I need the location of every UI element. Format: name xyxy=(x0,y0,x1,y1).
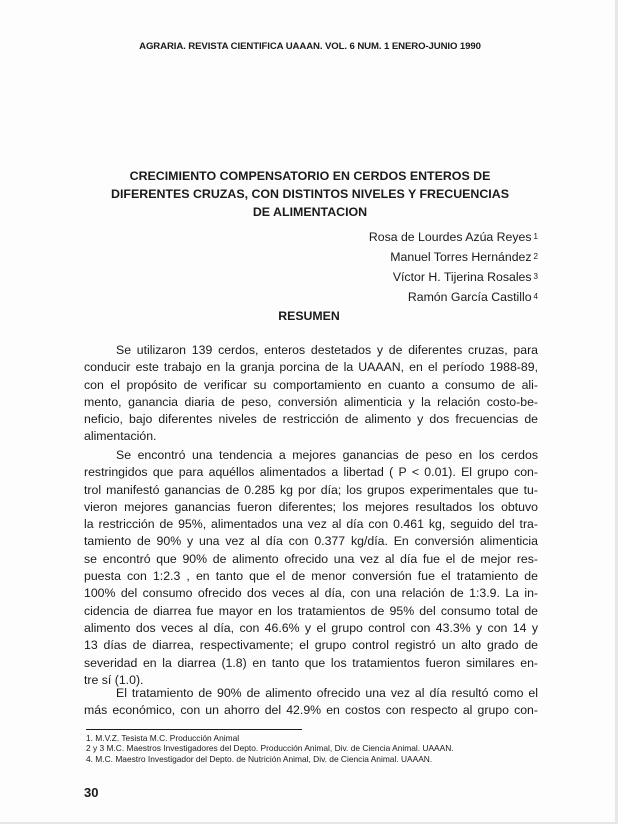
abstract-paragraph xyxy=(84,447,538,689)
author-line xyxy=(369,248,538,268)
text-line: la restricción de 95%, alimentados una vez al día con 0.461 kg, seguido del tra- xyxy=(84,517,538,532)
abstract-paragraph xyxy=(84,685,538,720)
author-footnote-mark: 2 xyxy=(533,252,538,261)
text-line: trol manifestó ganancias de 0.285 kg por día; los grupos experimentales que tu- xyxy=(84,482,538,497)
text-line: cidencia de diarrea fue mayor en los tratamientos de 95% del consumo total de xyxy=(84,603,538,618)
author-footnote-mark: 3 xyxy=(533,272,538,281)
author-line xyxy=(369,228,538,248)
author-name: Manuel Torres Hernández xyxy=(390,250,532,264)
text-line: conducir este trabajo en la granja porcina de la UAAAN, en el período 1988-89, xyxy=(84,360,538,375)
footnote-divider xyxy=(86,729,302,730)
footnotes xyxy=(86,733,546,764)
article-title xyxy=(70,167,550,221)
text-line: alimentación. xyxy=(84,429,157,444)
text-line: neficio, bajo diferentes niveles de restricción de alimento y dos frecuencias de xyxy=(84,412,538,427)
author-line xyxy=(369,288,538,308)
text-line: 13 días de diarrea, respectivamente; el grupo control registró un alto grado de xyxy=(84,638,538,653)
footnote: 1. M.V.Z. Tesista M.C. Producción Animal xyxy=(86,733,240,743)
text-line: Se utilizaron 139 cerdos, enteros destetados y de diferentes cruzas, para xyxy=(116,343,538,357)
footnote: 4. M.C. Maestro Investigador del Depto. de Nutrición Animal, Div. de Ciencia Animal. UAAAN. xyxy=(86,753,433,764)
text-line: tamiento de 90% y una vez al día con 0.377 kg/día. En conversión alimenticia xyxy=(84,534,538,549)
author-list xyxy=(369,228,538,308)
text-line: con el propósito de verificar su comportamiento en cuanto a consumo de ali- xyxy=(84,377,538,392)
author-footnote-mark: 1 xyxy=(533,232,538,241)
author-line xyxy=(369,268,538,288)
text-line: se encontró que 90% de alimento ofrecido una vez al día fue el de mejor res- xyxy=(84,551,538,566)
author-name: Rosa de Lourdes Azúa Reyes xyxy=(368,230,532,244)
text-line: severidad en la diarrea (1.8) en tanto que los tratamientos fueron similares en- xyxy=(84,655,538,670)
title-line: DE ALIMENTACION xyxy=(252,205,368,219)
author-name: Ramón García Castillo xyxy=(407,290,532,304)
text-line: vieron mejores ganancias fueron diferentes; los mejores resultados los obtuvo xyxy=(84,499,538,514)
author-footnote-mark: 4 xyxy=(533,292,538,301)
text-line: 100% del consumo ofrecido dos veces al día, con una relación de 1:3.9. La in- xyxy=(84,586,538,601)
text-line: restringidos que para aquéllos alimentados a libertad ( P < 0.01). El grupo con- xyxy=(84,465,538,480)
text-line: Se encontró una tendencia a mejores ganancias de peso en los cerdos xyxy=(116,448,538,462)
section-heading: RESUMEN xyxy=(278,309,340,323)
text-line: alimento dos veces al día, con 46.6% y el grupo control con 43.3% y con 14 y xyxy=(84,620,538,635)
text-line: puesta con 1:2.3 , en tanto que el de menor conversión fue el tratamiento de xyxy=(84,569,538,584)
page-number: 30 xyxy=(84,785,99,800)
text-line: mento, ganancia diaria de peso, conversión alimenticia y la relación costo-be- xyxy=(84,394,538,409)
text-line: El tratamiento de 90% de alimento ofrecido una vez al día resultó como el xyxy=(116,686,538,700)
footnote: 2 y 3 M.C. Maestros Investigadores del Depto. Producción Animal, Div. de Ciencia Animal. UAAAN. xyxy=(86,743,454,754)
title-line: DIFERENTES CRUZAS, CON DISTINTOS NIVELES Y FRECUENCIAS xyxy=(111,187,509,201)
journal-header: AGRARIA. REVISTA CIENTIFICA UAAAN. VOL. 6 NUM. 1 ENERO-JUNIO 1990 xyxy=(139,41,481,52)
author-name: Víctor H. Tijerina Rosales xyxy=(392,270,532,284)
text-line: más económico, con un ahorro del 42.9% en costos con respecto al grupo con- xyxy=(84,703,538,718)
title-line: CRECIMIENTO COMPENSATORIO EN CERDOS ENTEROS DE xyxy=(129,169,491,183)
text-line: tre sí (1.0). xyxy=(84,672,144,687)
abstract-paragraph xyxy=(84,342,538,446)
